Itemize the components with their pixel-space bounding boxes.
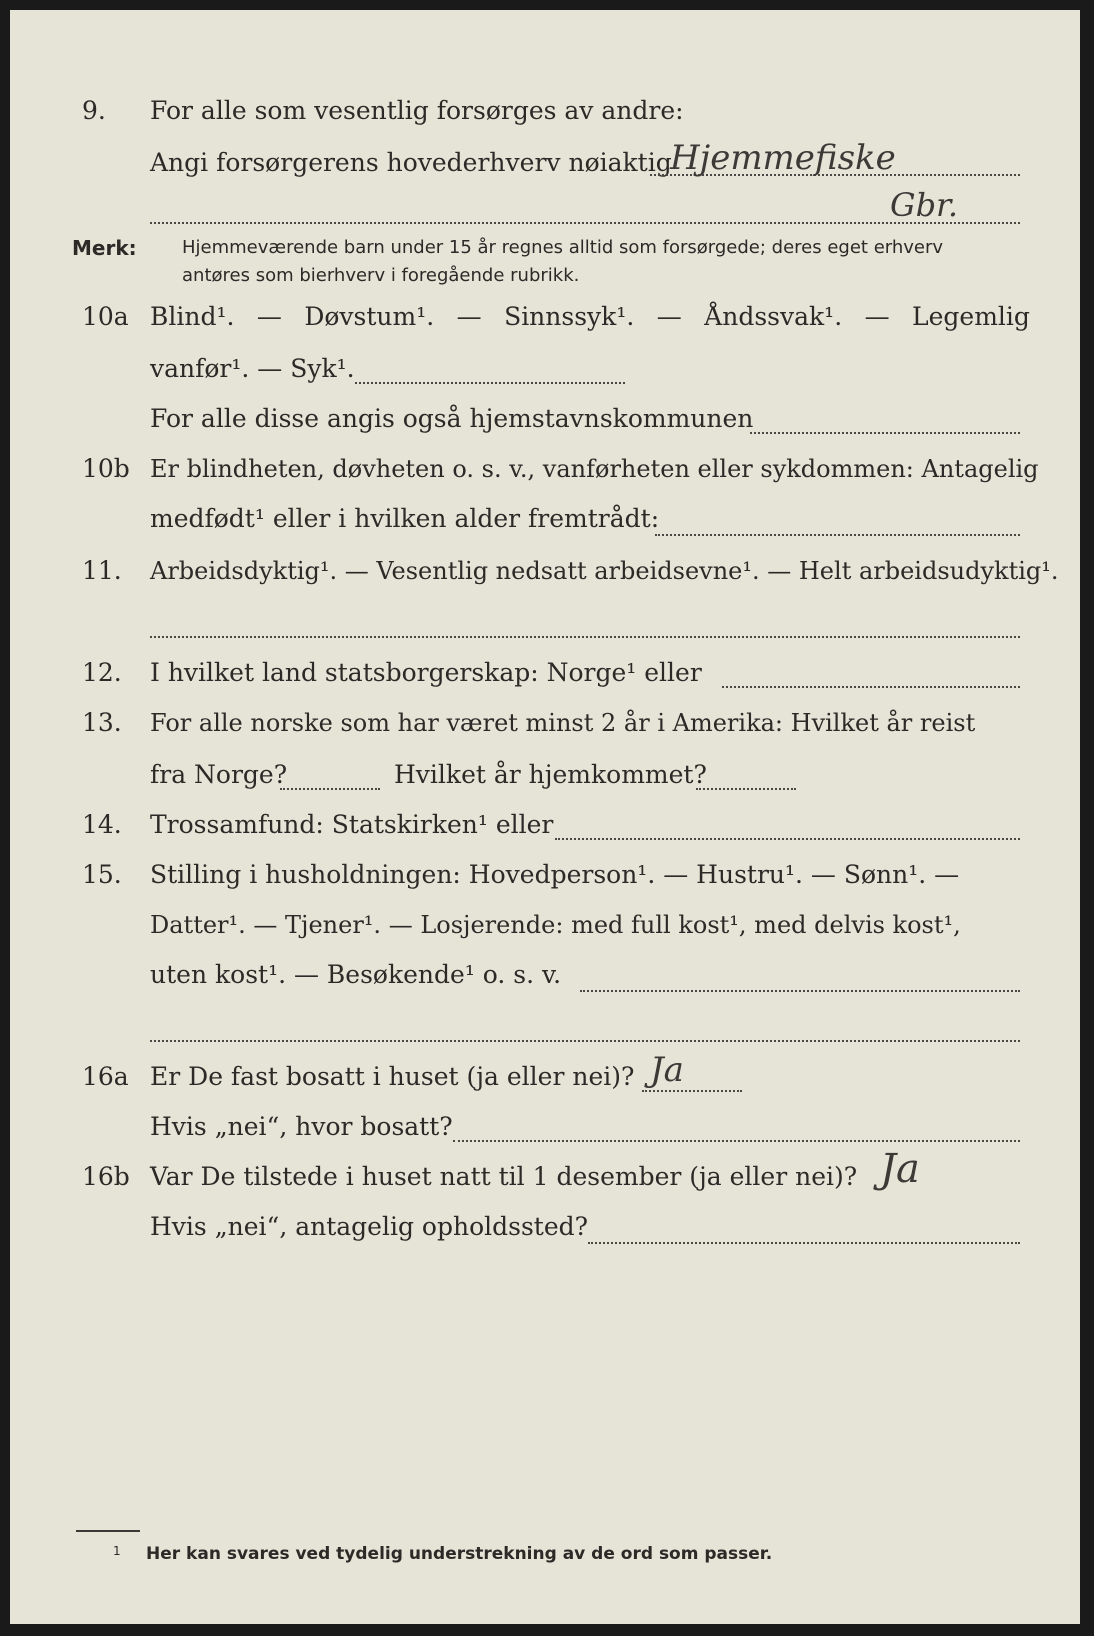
q11-answer-line[interactable] <box>150 636 1020 638</box>
q10b-text-2: medfødt¹ eller i hvilken alder fremtrådt: <box>150 504 660 533</box>
q15-answer-line-2[interactable] <box>150 1040 1020 1042</box>
merk-text-2: antøres som bierhverv i foregående rubrikk. <box>182 265 580 286</box>
q16b-text-2: Hvis „nei“, antagelig opholdssted? <box>150 1212 589 1241</box>
q15-text-3: uten kost¹. — Besøkende¹ o. s. v. <box>150 960 562 989</box>
q13-text-2b: Hvilket år hjemkommet? <box>394 760 707 789</box>
q10b-number: 10b <box>82 454 130 483</box>
q10b-answer-line[interactable] <box>655 534 1020 536</box>
q15-text-1: Stilling i husholdningen: Hovedperson¹. — Hustru¹. — Sønn¹. — <box>150 860 960 889</box>
merk-text-1: Hjemmeværende barn under 15 år regnes alltid som forsørgede; deres eget erhverv <box>182 237 944 258</box>
q14-answer-line[interactable] <box>555 838 1020 840</box>
q12-answer-line[interactable] <box>722 686 1020 688</box>
q16a-residence-line[interactable] <box>453 1140 1020 1142</box>
merk-label: Merk: <box>72 236 137 260</box>
q9-handwritten-answer-2: Gbr. <box>890 186 958 224</box>
footnote-rule <box>76 1530 140 1532</box>
q11-text: Arbeidsdyktig¹. — Vesentlig nedsatt arbeidsevne¹. — Helt arbeidsudyktig¹. <box>150 557 1059 585</box>
q13-number: 13. <box>82 708 122 737</box>
q10a-dash: — <box>456 302 482 331</box>
q10b-text-1: Er blindheten, døvheten o. s. v., vanførheten eller sykdommen: Antagelig <box>150 455 1039 483</box>
footnote-text: Her kan svares ved tydelig understrekning av de ord som passer. <box>146 1544 773 1564</box>
q11-number: 11. <box>82 556 122 585</box>
footnote-mark: 1 <box>113 1544 121 1558</box>
q14-text: Trossamfund: Statskirken¹ eller <box>150 810 554 839</box>
q16b-number: 16b <box>82 1162 130 1191</box>
q13-text-2a: fra Norge? <box>150 760 288 789</box>
q10a-option: Blind¹. <box>150 302 235 331</box>
q10a-options <box>150 302 1030 332</box>
q10a-option: Åndssvak¹. <box>704 302 843 331</box>
q15-number: 15. <box>82 860 122 889</box>
q10a-text-3: For alle disse angis også hjemstavnskommunen <box>150 404 754 433</box>
q16a-number: 16a <box>82 1062 129 1091</box>
q16b-handwritten-answer: Ja <box>880 1146 920 1192</box>
q9-handwritten-answer: Hjemmefiske <box>670 138 896 178</box>
q9-number: 9. <box>82 96 106 125</box>
q10a-dash: — <box>656 302 682 331</box>
q12-text: I hvilket land statsborgerskap: Norge¹ eller <box>150 658 702 687</box>
q10a-number: 10a <box>82 302 129 331</box>
q13-text-1: For alle norske som har været minst 2 år i Amerika: Hvilket år reist <box>150 709 976 737</box>
q16a-handwritten-answer: Ja <box>650 1050 684 1090</box>
q10a-hometown-line[interactable] <box>750 432 1020 434</box>
census-form-page <box>10 10 1080 1624</box>
q10a-text-2: vanfør¹. — Syk¹. <box>150 354 355 383</box>
q15-answer-line[interactable] <box>580 990 1020 992</box>
q10a-option: Sinnssyk¹. <box>504 302 635 331</box>
q10a-option: Legemlig <box>912 302 1030 331</box>
q10a-dash: — <box>864 302 890 331</box>
q13-departure-line[interactable] <box>280 788 380 790</box>
q15-text-2: Datter¹. — Tjener¹. — Losjerende: med full kost¹, med delvis kost¹, <box>150 911 961 939</box>
q16b-whereabouts-line[interactable] <box>588 1242 1020 1244</box>
q14-number: 14. <box>82 810 122 839</box>
q9-question: For alle som vesentlig forsørges av andre: <box>150 96 684 125</box>
q13-return-line[interactable] <box>696 788 796 790</box>
q10a-option: Døvstum¹. <box>304 302 435 331</box>
q16a-text-1: Er De fast bosatt i huset (ja eller nei)? <box>150 1062 635 1091</box>
q12-number: 12. <box>82 658 122 687</box>
q10a-answer-line[interactable] <box>355 382 625 384</box>
q16b-text-1: Var De tilstede i huset natt til 1 desember (ja eller nei)? <box>150 1162 858 1191</box>
q10a-dash: — <box>256 302 282 331</box>
q9-prompt: Angi forsørgerens hovederhverv nøiaktig <box>150 148 672 177</box>
q16a-answer-line[interactable] <box>642 1090 742 1092</box>
q16a-text-2: Hvis „nei“, hvor bosatt? <box>150 1112 453 1141</box>
